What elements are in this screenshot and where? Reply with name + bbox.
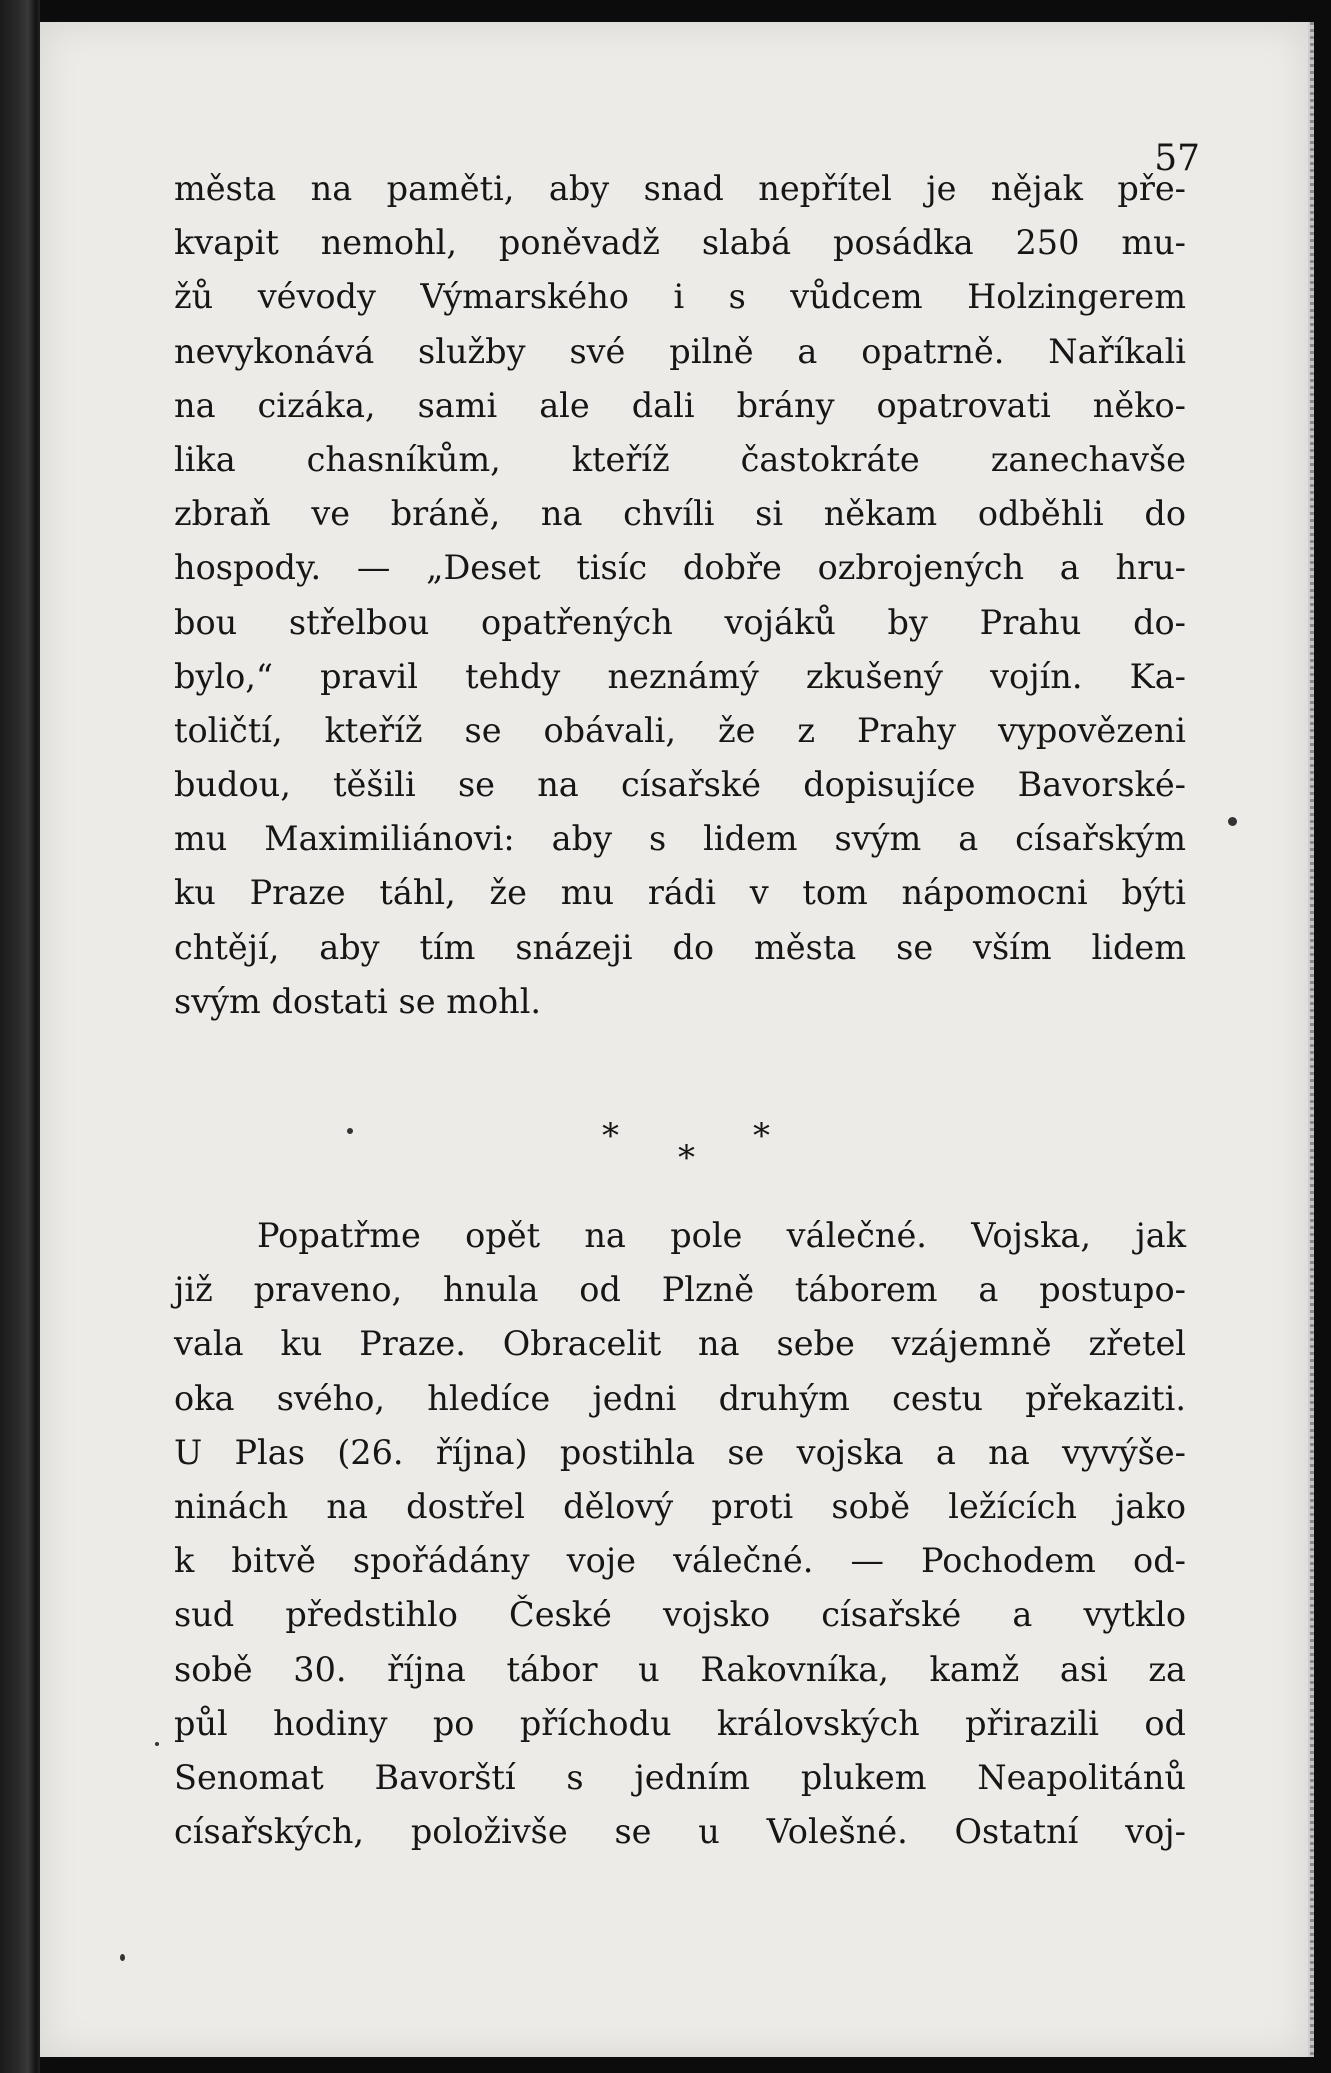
paper-speck — [120, 1954, 125, 1961]
separator-asterisk: * — [678, 1138, 695, 1178]
text-line: oka svého, hledíce jedni druhým cestu překaziti. — [174, 1378, 1186, 1418]
text-line: budou, těšili se na císařské dopisujíce Bavorské- — [174, 765, 1186, 805]
text-line: hospody. — „Deset tisíc dobře ozbrojených a hru- — [174, 548, 1186, 588]
text-line: císařských, položivše se u Volešné. Ostatní voj- — [174, 1812, 1186, 1852]
text-line: zbraň ve bráně, na chvíli si někam odběhli do — [174, 494, 1186, 534]
book-page — [40, 22, 1314, 2057]
text-line: lika chasníkům, kteříž častokráte zanechavše — [174, 439, 1186, 479]
paper-speck — [155, 1742, 159, 1746]
text-line: Senomat Bavorští s jedním plukem Neapolitánů — [174, 1757, 1186, 1797]
text-line: na cizáka, sami ale dali brány opatrovati něko- — [174, 385, 1186, 425]
paragraph-1 — [174, 162, 1186, 1029]
text-line: vala ku Praze. Obracelit na sebe vzájemně zřetel — [174, 1324, 1186, 1364]
text-line: žů vévody Výmarského i s vůdcem Holzingerem — [174, 277, 1186, 317]
separator-asterisk: * — [753, 1116, 770, 1156]
page-number: 57 — [1154, 138, 1200, 179]
text-line: nevykonává služby své pilně a opatrně. Naříkali — [174, 331, 1186, 371]
text-line: ninách na dostřel dělový proti sobě ležících jako — [174, 1486, 1186, 1526]
text-line: mu Maximiliánovi: aby s lidem svým a císařským — [174, 819, 1186, 859]
paper-speck — [347, 1128, 353, 1134]
text-line: svým dostati se mohl. — [174, 981, 542, 1021]
paragraph-2 — [174, 1209, 1186, 1859]
text-line: Popatřme opět na pole válečné. Vojska, jak — [257, 1216, 1186, 1255]
text-line: města na paměti, aby snad nepřítel je nějak pře- — [174, 169, 1186, 208]
text-line: chtějí, aby tím snázeji do města se vším lidem — [174, 927, 1186, 967]
text-line: sud předstihlo České vojsko císařské a vytklo — [174, 1595, 1186, 1635]
text-line: ku Praze táhl, že mu rádi v tom nápomocni býti — [174, 873, 1186, 913]
text-line: půl hodiny po příchodu královských přirazili od — [174, 1703, 1186, 1743]
text-line: k bitvě spořádány voje válečné. — Pochodem od- — [174, 1541, 1186, 1581]
text-line: kvapit nemohl, poněvadž slabá posádka 250 mu- — [174, 223, 1186, 263]
facing-page-edge — [0, 0, 40, 2073]
text-line: toličtí, kteříž se obávali, že z Prahy vypovězeni — [174, 710, 1186, 750]
separator-asterisk: * — [602, 1116, 619, 1156]
text-line: U Plas (26. října) postihla se vojska a na vyvýše- — [174, 1432, 1186, 1472]
text-line: již praveno, hnula od Plzně táborem a postupo- — [174, 1270, 1186, 1310]
text-line: bylo,“ pravil tehdy neznámý zkušený vojín. Ka- — [174, 656, 1186, 696]
paper-speck — [1228, 817, 1237, 826]
text-line: sobě 30. října tábor u Rakovníka, kamž asi za — [174, 1649, 1186, 1689]
text-line: bou střelbou opatřených vojáků by Prahu do- — [174, 602, 1186, 642]
